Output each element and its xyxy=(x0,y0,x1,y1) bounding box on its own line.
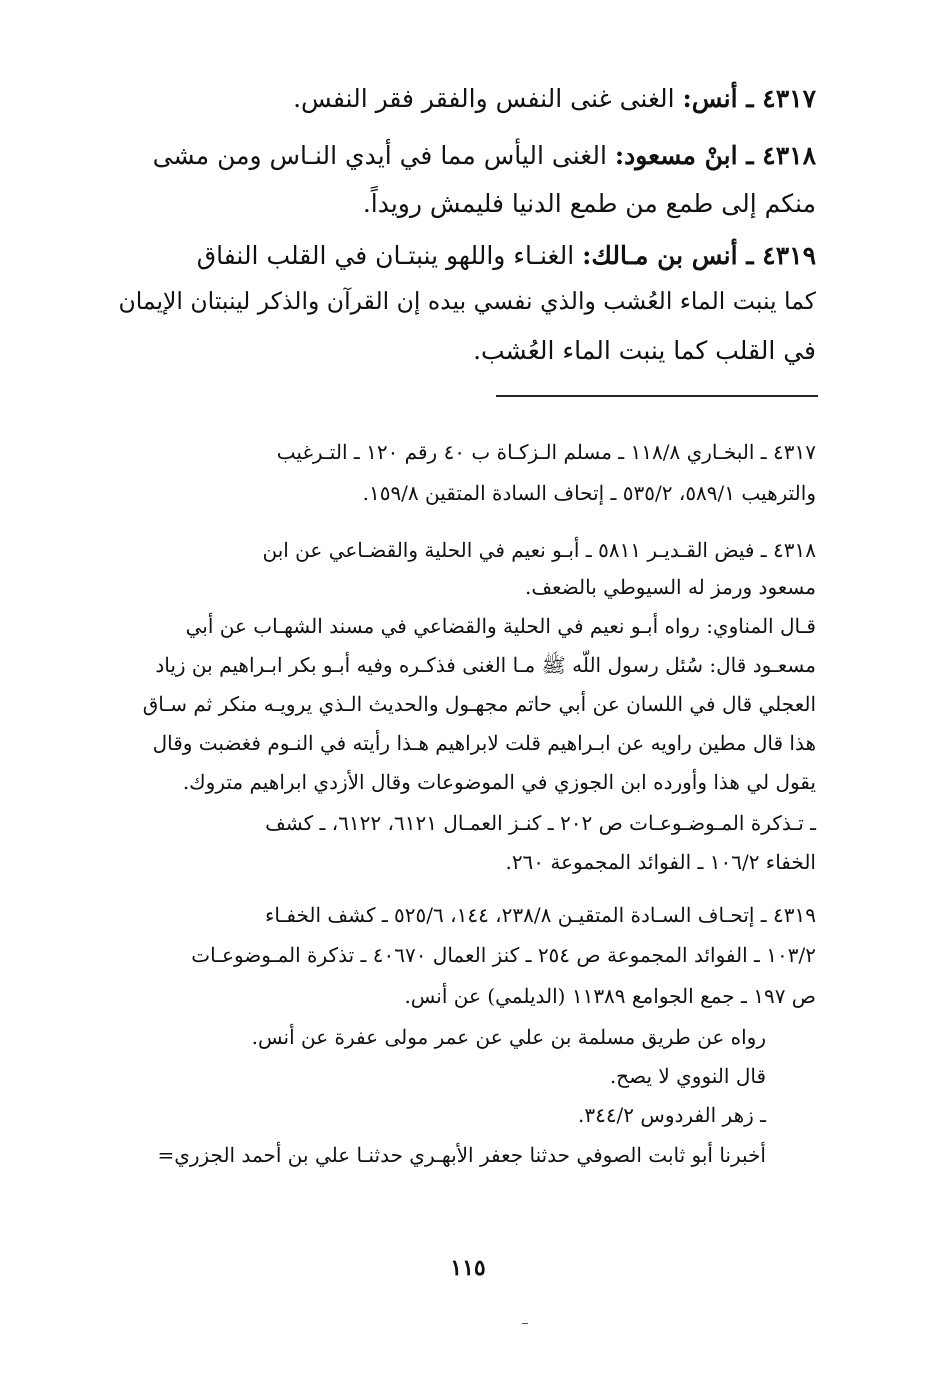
main-entry-4318-text: الغنى اليأس مما في أيدي النـاس ومن مشى xyxy=(152,141,607,170)
note-4317-line-2: والترهيب ٥٨٩/١، ٥٣٥/٢ ـ إتحاف السادة المتقين ١٥٩/٨. xyxy=(362,481,816,505)
main-entry-4318-line-2: منكم إلى طمع من طمع الدنيا فليمش رويداً. xyxy=(362,189,816,218)
main-entry-4318-line-1 xyxy=(153,143,816,168)
main-entry-4319-text: الغنـاء واللهو ينبتـان في القلب النفاق xyxy=(196,241,575,270)
footnote-separator xyxy=(496,395,818,397)
note-4318-line-9: الخفاء ١٠٦/٢ ـ الفوائد المجموعة ٢٦٠. xyxy=(505,850,816,874)
main-entry-4319-line-3: في القلب كما ينبت الماء العُشب. xyxy=(473,336,816,365)
main-entry-4319-line-2: كما ينبت الماء العُشب والذي نفسي بيده إن القرآن والذكر لينبتان الإيمان xyxy=(118,287,816,315)
note-4318-line-2: مسعود ورمز له السيوطي بالضعف. xyxy=(524,575,816,599)
note-4318-line-1: ٤٣١٨ ـ فيض القـديـر ٥٨١١ ـ أبـو نعيم في الحلية والقضـاعي عن ابن xyxy=(262,538,816,562)
note-4318-line-4: مسعـود قال: سُئل رسول اللّه ﷺ مـا الغنى فذكـره وفيه أبـو بكر ابـراهيم بن زياد xyxy=(155,653,816,677)
main-entry-4317-line-1 xyxy=(293,86,816,111)
note-4318-line-7: يقول لي هذا وأورده ابن الجوزي في الموضوعات وقال الأزدي ابراهيم متروك. xyxy=(182,770,816,794)
print-mark xyxy=(522,1323,528,1327)
main-entry-4318-heading: ٤٣١٨ ـ ابنْ مسعود: xyxy=(614,141,816,170)
note-4319-line-1: ٤٣١٩ ـ إتحـاف السـادة المتقيـن ٢٣٨/٨، ١٤٤، ٥٢٥/٦ ـ كشف الخفـاء xyxy=(265,903,816,927)
note-4319-line-7: أخبرنا أبو ثابت الصوفي حدثنا جعفر الأبهـري حدثنـا علي بن أحمد الجزري= xyxy=(157,1143,766,1167)
note-4318-line-8: ـ تـذكرة المـوضـوعـات ص ٢٠٢ ـ كنـز العمـال ٦١٢١، ٦١٢٢، ـ كشف xyxy=(265,811,816,835)
note-4319-line-2: ١٠٣/٢ ـ الفوائد المجموعة ص ٢٥٤ ـ كنز العمال ٤٠٦٧٠ ـ تذكرة المـوضوعـات xyxy=(191,943,816,967)
note-4318-line-6: هذا قال مطين راويه عن ابـراهيم قلت لابراهيم هـذا رأيته في النـوم فغضبت وقال xyxy=(152,731,816,755)
note-4319-line-5: قال النووي لا يصح. xyxy=(609,1064,766,1088)
note-4318-line-3: قـال المناوي: رواه أبـو نعيم في الحلية والقضاعي في مسند الشهـاب عن أبي xyxy=(185,614,816,638)
note-4319-line-3: ص ١٩٧ ـ جمع الجوامع ١١٣٨٩ (الديلمي) عن أنس. xyxy=(404,984,816,1008)
note-4318-line-5: العجلي قال في اللسان عن أبي حاتم مجهـول والحديث الـذي يرويـه منكر ثم سـاق xyxy=(142,692,816,716)
main-entry-4317-heading: ٤٣١٧ ـ أنس: xyxy=(682,84,816,113)
note-4319-line-6: ـ زهر الفردوس ٣٤٤/٢. xyxy=(577,1103,766,1127)
note-4319-line-4: رواه عن طريق مسلمة بن علي عن عمر مولى عفرة عن أنس. xyxy=(251,1025,766,1049)
note-4317-line-1: ٤٣١٧ ـ البخـاري ١١٨/٨ ـ مسلم الـزكـاة ب ٤٠ رقم ١٢٠ ـ التـرغيب xyxy=(276,440,816,464)
main-entry-4319-line-1 xyxy=(197,243,816,268)
page-number: ١١٥ xyxy=(450,1255,486,1281)
main-entry-4319-heading: ٤٣١٩ ـ أنس بن مـالك: xyxy=(582,241,816,270)
main-entry-4317-text: الغنى غنى النفس والفقر فقر النفس. xyxy=(293,84,675,113)
